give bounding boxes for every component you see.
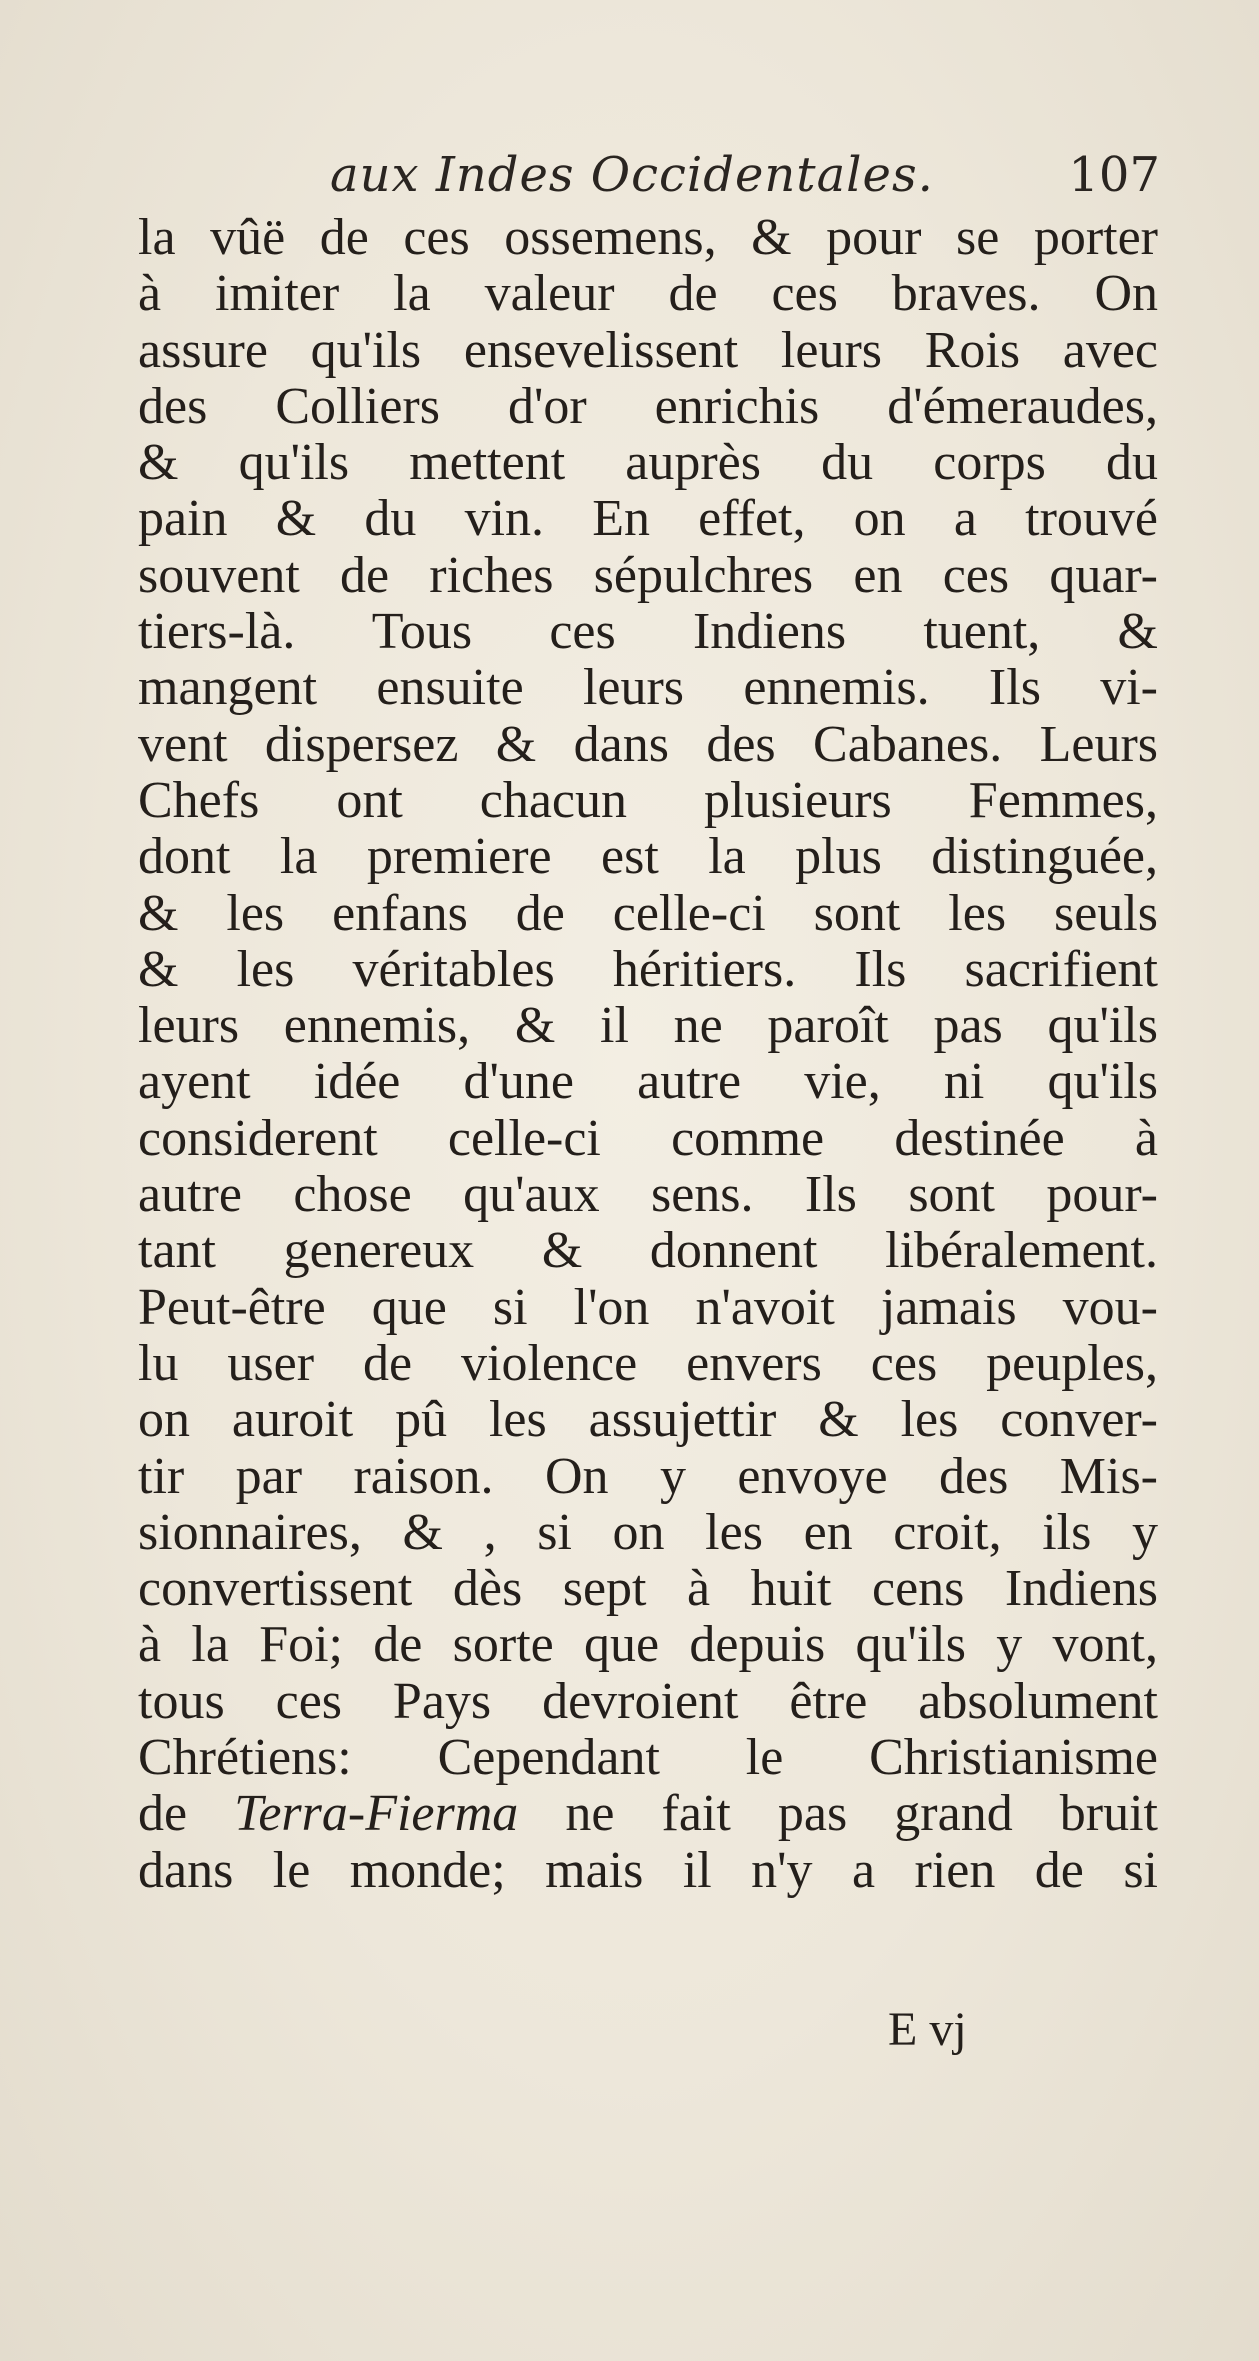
running-head [330, 140, 1160, 210]
text-line: à imiter la valeur de ces braves. On [138, 266, 1158, 323]
place-name-italic: Terra-Fierma [234, 1786, 519, 1843]
line-suffix: ne fait pas grand bruit [518, 1786, 1158, 1843]
page-number: 107 [1068, 147, 1160, 203]
text-line: on auroit pû les assujettir & les conver- [138, 1392, 1158, 1449]
text-line: à la Foi; de sorte que depuis qu'ils y vont, [138, 1617, 1158, 1674]
text-line: sionnaires, & , si on les en croit, ils y [138, 1504, 1158, 1561]
running-title: aux Indes Occidentales. [330, 147, 934, 203]
body-text [138, 210, 1158, 1899]
text-line: leurs ennemis, & il ne paroît pas qu'ils [138, 998, 1158, 1055]
text-line: & les enfans de celle-ci sont les seuls [138, 885, 1158, 942]
text-line: tiers-là. Tous ces Indiens tuent, & [138, 604, 1158, 661]
text-line: vent dispersez & dans des Cabanes. Leurs [138, 716, 1158, 773]
text-line: pain & du vin. En effet, on a trouvé [138, 491, 1158, 548]
text-line: assure qu'ils ensevelissent leurs Rois avec [138, 322, 1158, 379]
signature-mark: E vj [888, 2003, 967, 2056]
text-line: considerent celle-ci comme destinée à [138, 1110, 1158, 1167]
line-prefix: de [138, 1786, 235, 1843]
text-line-place-name [138, 1786, 1158, 1842]
text-line: des Colliers d'or enrichis d'émeraudes, [138, 378, 1158, 435]
text-line: & les véritables héritiers. Ils sacrifient [138, 941, 1158, 998]
text-line: & qu'ils mettent auprès du corps du [138, 435, 1158, 492]
text-line: tous ces Pays devroient être absolument [138, 1673, 1158, 1730]
text-line: la vûë de ces ossemens, & pour se porter [138, 210, 1158, 266]
text-line: Chefs ont chacun plusieurs Femmes, [138, 772, 1158, 829]
text-line: ayent idée d'une autre vie, ni qu'ils [138, 1054, 1158, 1111]
text-line: autre chose qu'aux sens. Ils sont pour- [138, 1167, 1158, 1224]
text-line: tir par raison. On y envoye des Mis- [138, 1448, 1158, 1505]
text-line: Peut-être que si l'on n'avoit jamais vou- [138, 1279, 1158, 1336]
text-line: tant genereux & donnent libéralement. [138, 1223, 1158, 1280]
text-line: souvent de riches sépulchres en ces quar- [138, 547, 1158, 604]
text-line: mangent ensuite leurs ennemis. Ils vi- [138, 660, 1158, 717]
text-line: dont la premiere est la plus distinguée, [138, 829, 1158, 886]
text-line: convertissent dès sept à huit cens Indiens [138, 1561, 1158, 1618]
text-line-last: dans le monde; mais il n'y a rien de si [138, 1842, 1158, 1899]
text-line: lu user de violence envers ces peuples, [138, 1335, 1158, 1392]
text-line: Chrétiens: Cependant le Christianisme [138, 1730, 1158, 1787]
